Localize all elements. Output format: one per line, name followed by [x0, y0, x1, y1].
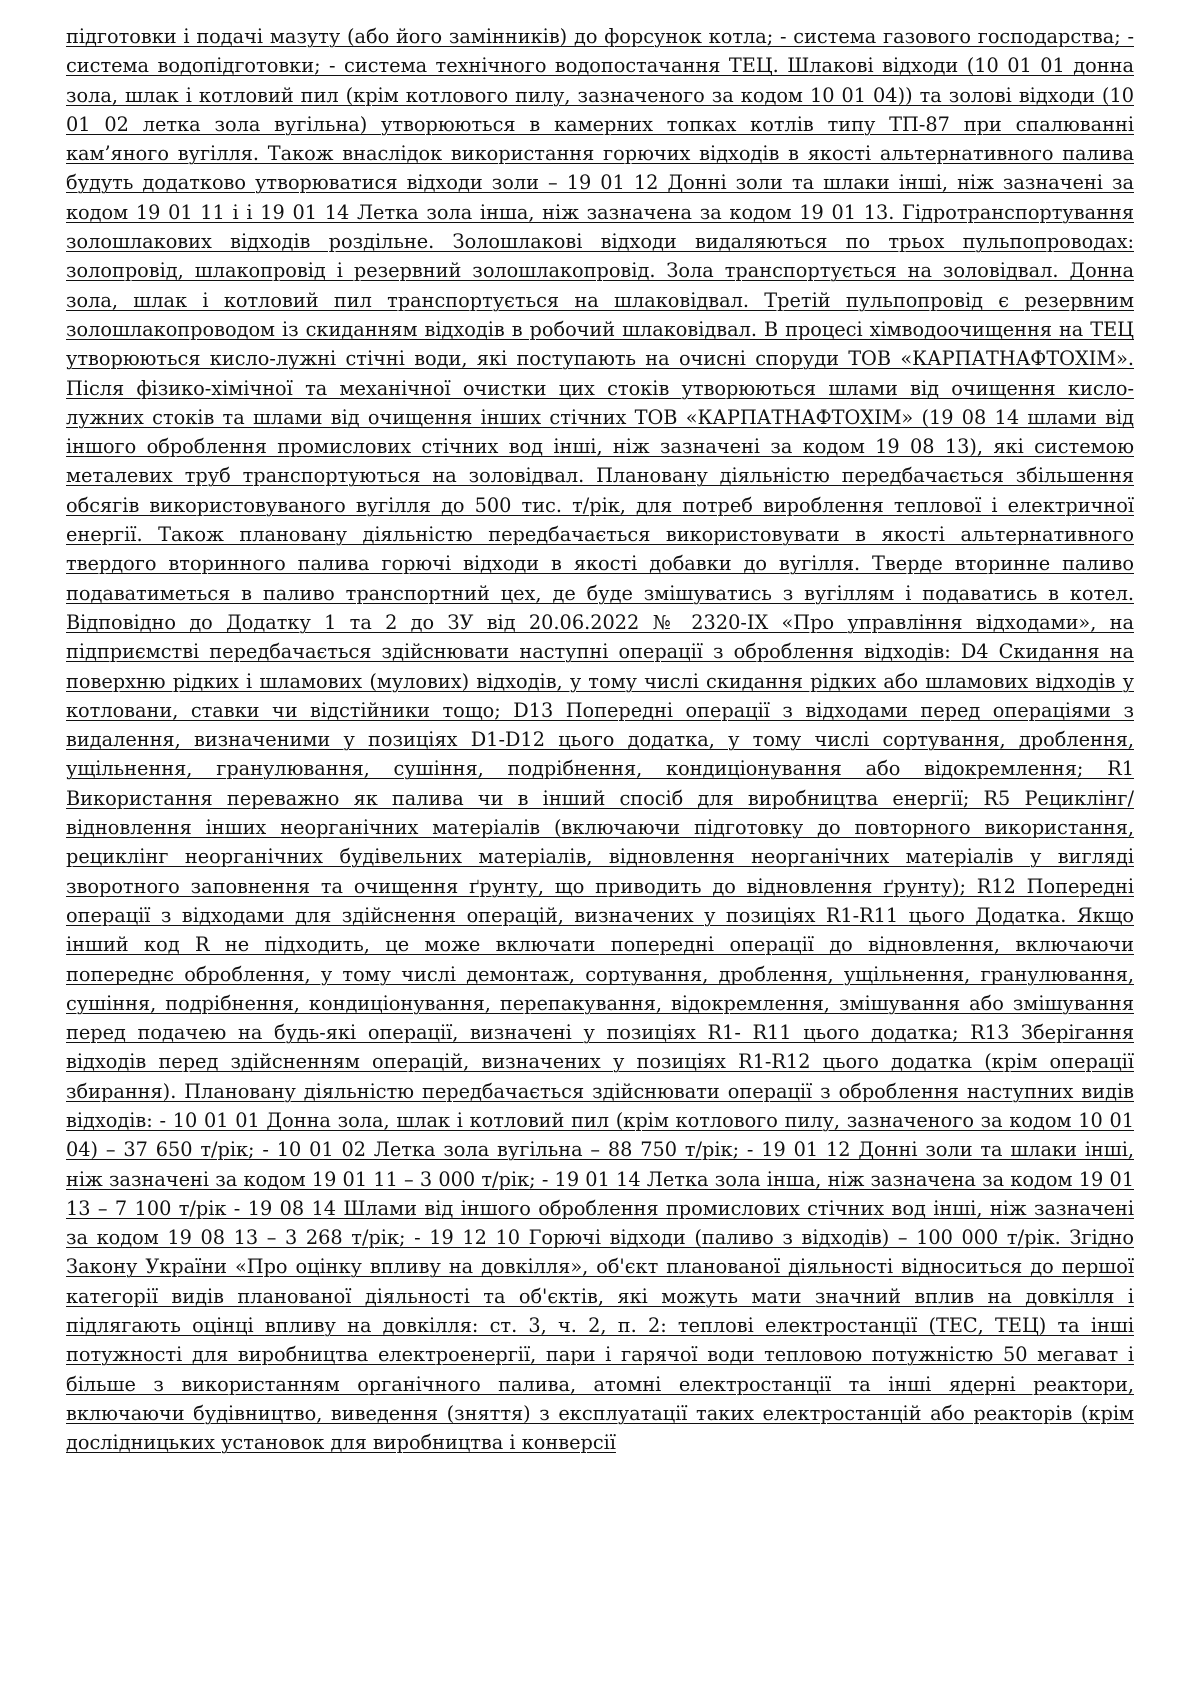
document-page — [66, 22, 1134, 1682]
body-paragraph: підготовки і подачі мазуту (або його замінників) до форсунок котла; - система газового господарства; - система водопідготовки; - система технічного водопостачання ТЕЦ. Шлакові відходи (10 01 01 донна зола, шлак і котловий пил (крім котлового пилу, зазначеного за кодом 10 01 04)) та золові відходи (10 01 02 летка зола вугільна) утворюються в камерних топках котлів типу ТП-87 при спалюванні кам’яного вугілля. Також внаслідок використання горючих відходів в якості альтернативного палива будуть додатково утворюватися відходи золи – 19 01 12 Донні золи та шлаки інші, ніж зазначені за кодом 19 01 11 і і 19 01 14 Летка зола інша, ніж зазначена за кодом 19 01 13. Гідротранспортування золошлакових відходів роздільне. Золошлакові відходи видаляються по трьох пульпопроводах: золопровід, шлакопровід і резервний золошлакопровід. Зола транспортується на золовідвал. Донна зола, шлак і котловий пил транспортується на шлаковідвал. Третій пульпопровід є резервним золошлакопроводом із скиданням відходів в робочий шлаковідвал. В процесі хімводоочищення на ТЕЦ утворюються кисло-лужні стічні води, які поступають на очисні споруди ТОВ «КАРПАТНАФТОХІМ». Після фізико-хімічної та механічної очистки цих стоків утворюються шлами від очищення кисло-лужних стоків та шлами від очищення інших стічних ТОВ «КАРПАТНАФТОХІМ» (19 08 14 шлами від іншого оброблення промислових стічних вод інші, ніж зазначені за кодом 19 08 13), які системою металевих труб транспортуються на золовідвал. Плановану діяльністю передбачається збільшення обсягів використовуваного вугілля до 500 тис. т/рік, для потреб вироблення теплової і електричної енергії. Також плановану діяльністю передбачається використовувати в якості альтернативного твердого вторинного палива горючі відходи в якості добавки до вугілля. Тверде вторинне паливо подаватиметься в паливо транспортний цех, де буде змішуватись з вугіллям і подаватись в котел. Відповідно до Додатку 1 та 2 до ЗУ від 20.06.2022 № 2320-IX «Про управління відходами», на підприємстві передбачається здійснювати наступні операції з оброблення відходів: D4 Скидання на поверхню рідких і шламових (мулових) відходів, у тому числі скидання рідких або шламових відходів у котловани, ставки чи відстійники тощо; D13 Попередні операції з відходами перед операціями з видалення, визначеними у позиціях D1-D12 цього додатка, у тому числі сортування, дроблення, ущільнення, гранулювання, сушіння, подрібнення, кондиціонування або відокремлення; R1 Використання переважно як палива чи в інший спосіб для виробництва енергії; R5 Рециклінг/відновлення інших неорганічних матеріалів (включаючи підготовку до повторного використання, рециклінг неорганічних будівельних матеріалів, відновлення неорганічних матеріалів у вигляді зворотного заповнення та очищення ґрунту, що приводить до відновлення ґрунту); R12 Попередні операції з відходами для здійснення операцій, визначених у позиціях R1-R11 цього Додатка. Якщо інший код R не підходить, це може включати попередні операції до відновлення, включаючи попереднє оброблення, у тому числі демонтаж, сортування, дроблення, ущільнення, гранулювання, сушіння, подрібнення, кондиціонування, перепакування, відокремлення, змішування або змішування перед подачею на будь-які операції, визначені у позиціях R1- R11 цього додатка; R13 Зберігання відходів перед здійсненням операцій, визначених у позиціях R1-R12 цього додатка (крім операції збирання). Плановану діяльністю передбачається здійснювати операції з оброблення наступних видів відходів: - 10 01 01 Донна зола, шлак і котловий пил (крім котлового пилу, зазначеного за кодом 10 01 04) – 37 650 т/рік; - 10 01 02 Летка зола вугільна – 88 750 т/рік; - 19 01 12 Донні золи та шлаки інші, ніж зазначені за кодом 19 01 11 – 3 000 т/рік; - 19 01 14 Летка зола інша, ніж зазначена за кодом 19 01 13 – 7 100 т/рік - 19 08 14 Шлами від іншого оброблення промислових стічних вод інші, ніж зазначені за кодом 19 08 13 – 3 268 т/рік; - 19 12 10 Горючі відходи (паливо з відходів) – 100 000 т/рік. Згідно Закону України «Про оцінку впливу на довкілля», об'єкт планованої діяльності відноситься до першої категорії видів планованої діяльності та об'єктів, які можуть мати значний вплив на довкілля і підлягають оцінці впливу на довкілля: ст. 3, ч. 2, п. 2: теплові електростанції (ТЕС, ТЕЦ) та інші потужності для виробництва електроенергії, пари і гарячої води тепловою потужністю 50 мегават і більше з використанням органічного палива, атомні електростанції та інші ядерні реактори, включаючи будівництво, виведення (зняття) з експлуатації таких електростанцій або реакторів (крім дослідницьких установок для виробництва і конверсії — [66, 25, 1134, 1455]
